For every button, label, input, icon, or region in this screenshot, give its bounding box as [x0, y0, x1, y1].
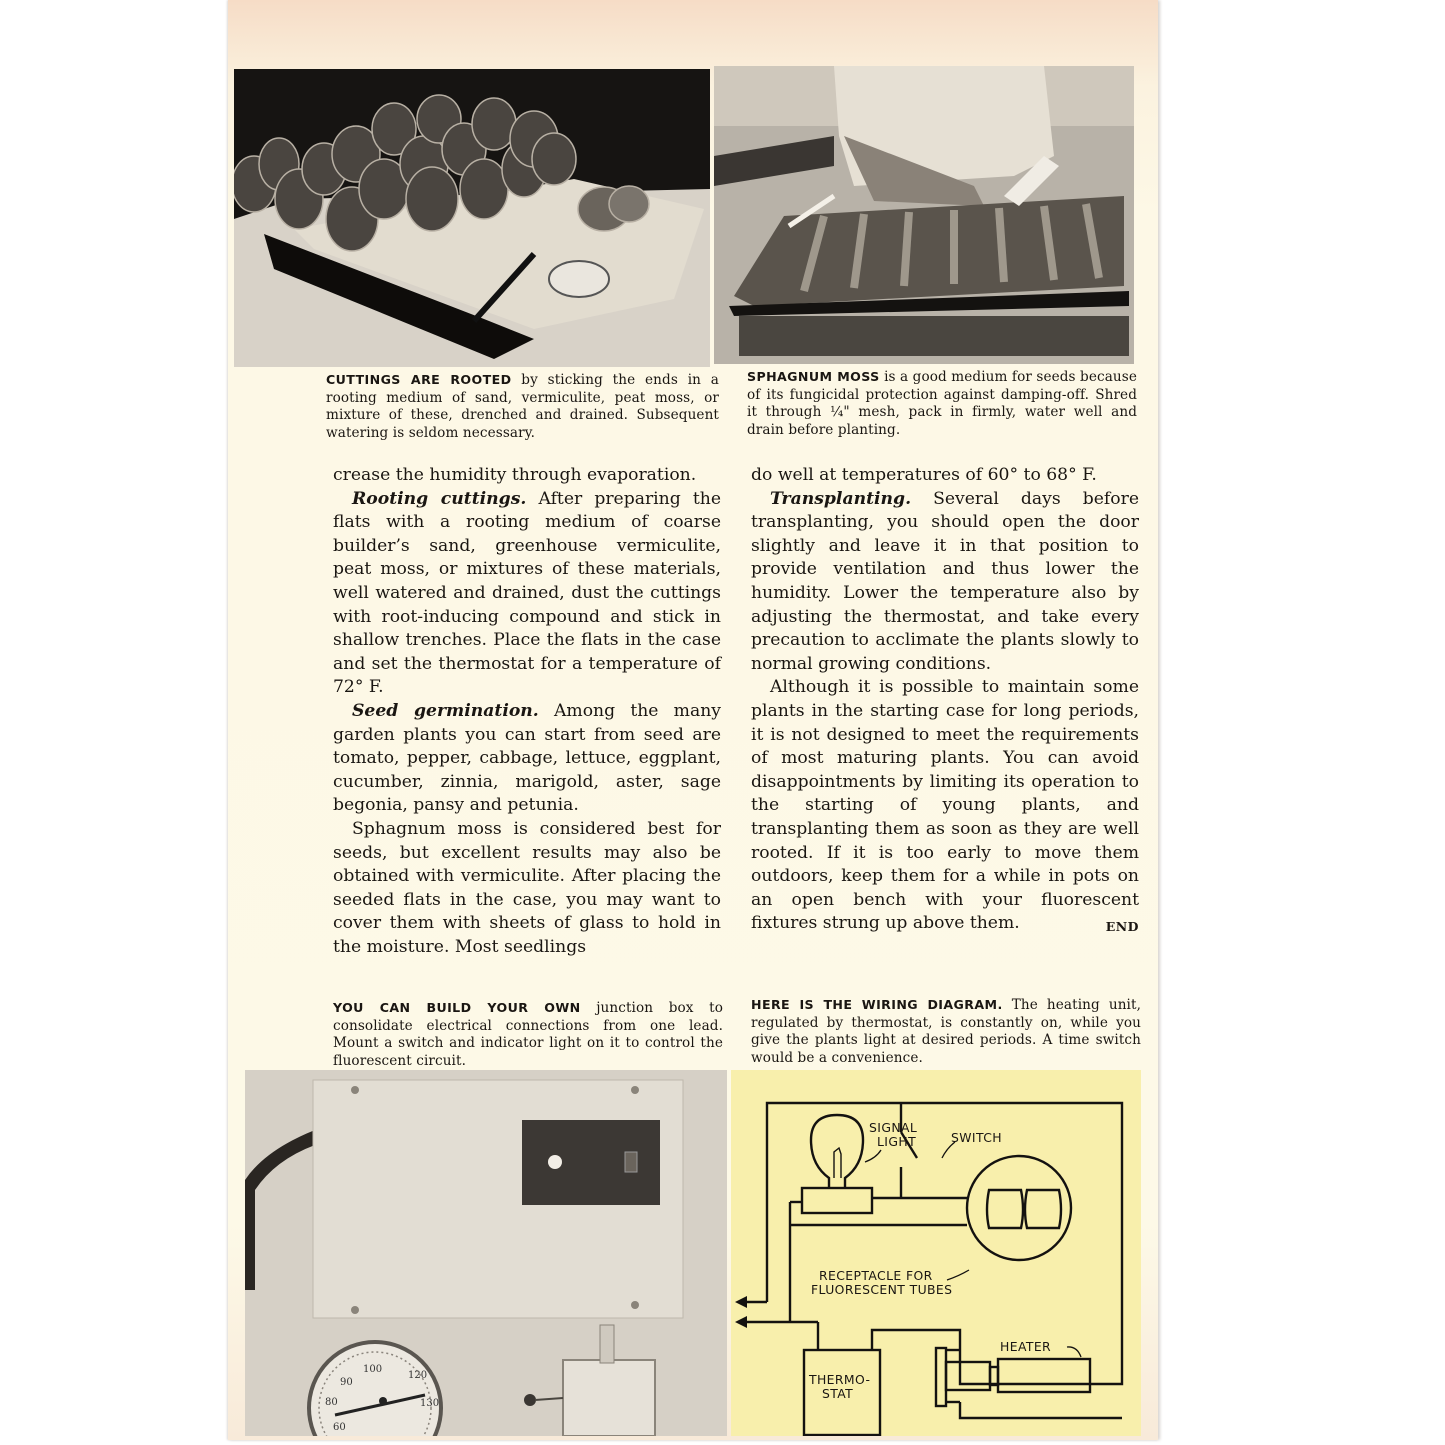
paragraph: crease the humidity through evaporation.	[333, 465, 697, 485]
paragraph-seed-germination	[333, 700, 721, 818]
svg-text:100: 100	[363, 1364, 383, 1375]
paragraph-rooting-cuttings	[333, 488, 721, 700]
label-thermostat-2: STAT	[822, 1386, 854, 1401]
end-mark: END	[1105, 919, 1139, 935]
svg-text:120: 120	[408, 1370, 428, 1381]
article-column-right	[751, 464, 1139, 939]
caption-lead: CUTTINGS ARE ROOTED	[326, 372, 512, 387]
paragraph-text: Although it is possible to maintain some plants in the starting case for long periods, it is not designed to meet the requirements of most maturing plants. You can avoid disappointments by limiting its operation to the starting of young plants, and transplanting them as soon as they are well rooted. If it is too early to move them outdoors, keep them for a while in pots on an open bench with your fluorescent fixtures strung up above them.	[751, 677, 1139, 934]
svg-text:60: 60	[333, 1422, 346, 1433]
caption-sphagnum	[747, 368, 1137, 439]
paragraph-text: Several days before transplanting, you should open the door slightly and leave it in that position to provide ventilation and thus lower the humidity. Lower the temperature also by adjusting the thermostat, and take every precaution to acclimate the plants slowly to normal growing conditions.	[751, 488, 1139, 674]
wiring-diagram	[731, 1070, 1141, 1436]
svg-text:90: 90	[340, 1377, 353, 1388]
photo-junction-box	[245, 1070, 727, 1436]
label-receptacle: RECEPTACLE FOR	[819, 1268, 933, 1283]
paragraph: do well at temperatures of 60° to 68° F.	[751, 465, 1097, 485]
caption-cuttings	[326, 371, 719, 442]
label-switch: SWITCH	[951, 1130, 1002, 1145]
svg-text:130: 130	[420, 1398, 440, 1409]
photo-rooted-cuttings	[234, 69, 710, 367]
caption-text: The heating unit, regulated by thermostat, is constantly on, while you give the plants light at desired periods. A time switch would be a convenience.	[751, 997, 1141, 1066]
label-signal-light-2: LIGHT	[877, 1134, 917, 1149]
caption-wiring-diagram	[751, 996, 1141, 1067]
subhead-seed-germination: Seed germination.	[352, 700, 539, 721]
caption-lead: HERE IS THE WIRING DIAGRAM.	[751, 997, 1003, 1012]
subhead-transplanting: Transplanting.	[770, 488, 912, 509]
caption-junction-box	[333, 999, 723, 1070]
article-column-left	[333, 464, 721, 959]
label-receptacle-2: FLUORESCENT TUBES	[811, 1282, 953, 1297]
label-heater: HEATER	[1000, 1339, 1052, 1354]
caption-lead: SPHAGNUM MOSS	[747, 369, 880, 384]
paragraph	[751, 676, 1139, 936]
label-signal-light: SIGNAL	[869, 1120, 918, 1135]
caption-text: is a good medium for seeds because of its fungicidal protection against damping-off. Shred it through ¼" mesh, pack in firmly, water well and drain before planting.	[747, 369, 1137, 438]
paragraph-transplanting	[751, 488, 1139, 677]
caption-lead: YOU CAN BUILD YOUR OWN	[333, 1000, 581, 1015]
paragraph-text: Among the many garden plants you can start from seed are tomato, pepper, cabbage, lettuce, eggplant, cucumber, zinnia, marigold, aster, sage begonia, pansy and petunia.	[333, 700, 721, 816]
photo-sphagnum-seeding	[714, 66, 1134, 364]
svg-text:80: 80	[325, 1397, 338, 1408]
paragraph-text: After preparing the flats with a rooting medium of coarse builder’s sand, greenhouse vermiculite, peat moss, or mixtures of these materials, well watered and drained, dust the cuttings with root-inducing compound and stick in shallow trenches. Place the flats in the case and set the thermostat for a temperature of 72° F.	[333, 488, 721, 698]
label-thermostat: THERMO-	[809, 1372, 871, 1387]
subhead-rooting-cuttings: Rooting cuttings.	[352, 488, 527, 509]
paragraph: Sphagnum moss is considered best for seeds, but excellent results may also be obtained with vermiculite. After placing the seeded flats in the case, you may want to cover them with sheets of glass to hold in the moisture. Most seedlings	[333, 818, 721, 957]
caption-text: junction box to consolidate electrical connections from one lead. Mount a switch and indicator light on it to control the fluorescent circuit.	[333, 1000, 723, 1069]
caption-text: by sticking the ends in a rooting medium of sand, vermiculite, peat moss, or mixture of these, drenched and drained. Subsequent watering is seldom necessary.	[326, 372, 719, 441]
